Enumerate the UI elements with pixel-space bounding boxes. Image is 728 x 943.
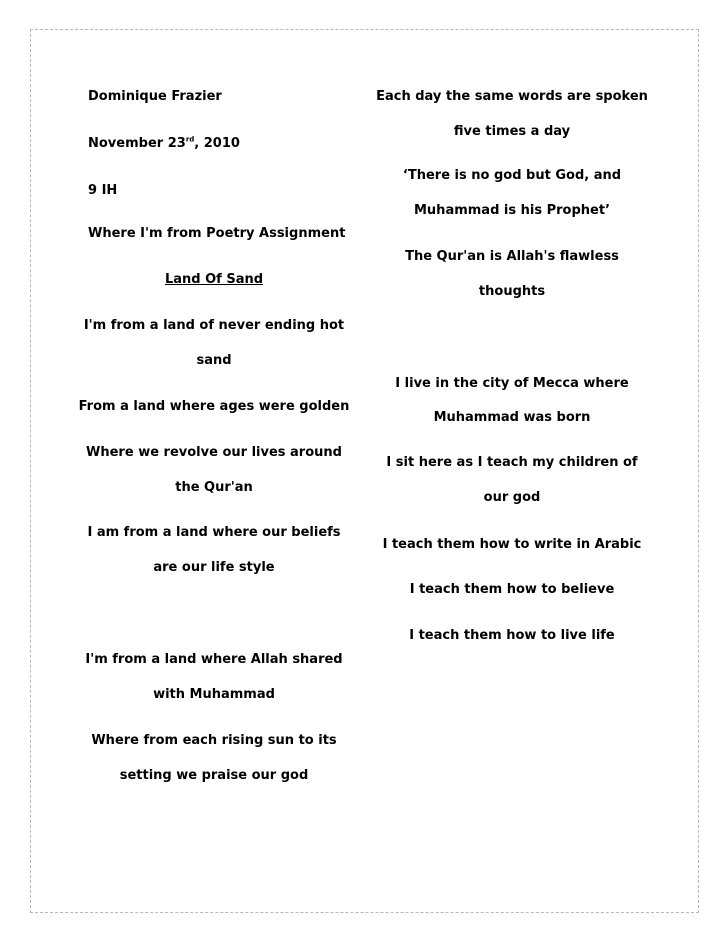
- date-day: November 23: [88, 136, 186, 151]
- date-ordinal-suffix: rd: [185, 135, 195, 144]
- poem-line: the Qur'an: [175, 480, 253, 495]
- date-year: , 2010: [194, 136, 240, 151]
- poem-line: Each day the same words are spoken: [376, 89, 648, 104]
- poem-line: The Qur'an is Allah's flawless: [405, 249, 619, 264]
- poem-line: From a land where ages were golden: [78, 399, 350, 414]
- poem-line: our god: [483, 490, 541, 505]
- poem-line: ‘There is no god but God, and: [402, 168, 622, 183]
- poem-line: five times a day: [453, 124, 571, 139]
- poem-line: I'm from a land of never ending hot: [83, 318, 345, 333]
- poem-line: sand: [196, 353, 232, 368]
- assignment-name: Where I'm from Poetry Assignment: [88, 226, 346, 241]
- poem-line: are our life style: [153, 560, 275, 575]
- poem-title: Land Of Sand: [164, 272, 264, 287]
- poem-line: with Muhammad: [153, 687, 275, 702]
- class-section: 9 IH: [88, 183, 118, 198]
- assignment-date: [88, 136, 240, 152]
- poem-line: I live in the city of Mecca where: [395, 376, 629, 391]
- poem-line: I teach them how to believe: [409, 582, 615, 597]
- poem-line: I teach them how to write in Arabic: [382, 537, 642, 552]
- poem-line: I teach them how to live life: [409, 628, 615, 643]
- author-name: Dominique Frazier: [88, 89, 222, 104]
- poem-line: I sit here as I teach my children of: [386, 455, 638, 470]
- poem-line: setting we praise our god: [119, 768, 309, 783]
- poem-line: Muhammad was born: [433, 410, 591, 425]
- poem-line: I'm from a land where Allah shared: [85, 652, 343, 667]
- poem-line: thoughts: [478, 284, 546, 299]
- poem-line: Muhammad is his Prophet’: [413, 203, 611, 218]
- poem-line: Where we revolve our lives around: [86, 445, 342, 460]
- poem-line: I am from a land where our beliefs: [87, 525, 341, 540]
- poem-line: Where from each rising sun to its: [91, 733, 337, 748]
